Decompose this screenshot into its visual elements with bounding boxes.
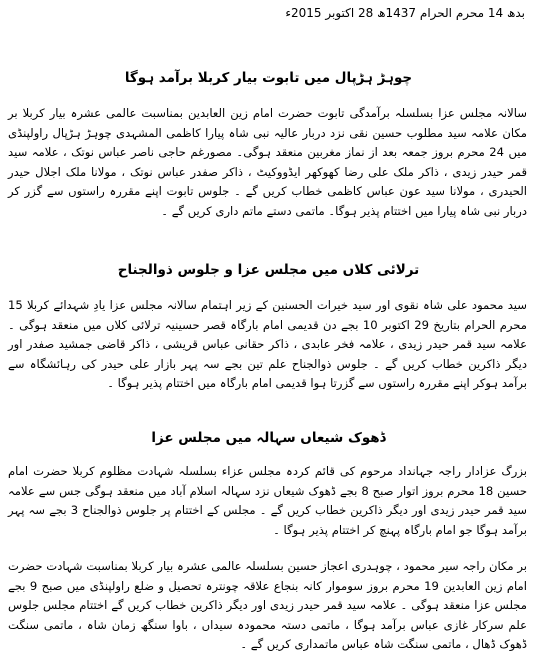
section-1-body: سالانہ مجلس عزا بسلسلہ برآمدگی تابوت حضرت امام زین العابدین بمناسبت عالمی عشرہ بیار کربلا بر مکان علامہ سید مطلوب حسین نقی نزد دربار عالیہ نبی شاہ پیارا کاظمی المشہدی چوہڑ ہڑپال راولپنڈی میں 24 محرم بروز جمعہ بعد از نماز مغربین منعقد ہوگی۔ مصورغم حاجی ناصر عباس نوتک ، علامہ سید قمر حیدر زیدی ، ذاکر ملک علی رضا کھوکھر ایڈووکیٹ ، ذاکر صفدر عباس نوتک ، مولانا ملک اجلال حیدر الحیدری ، مولانا سید عون عباس کاظمی خطاب کریں گے ۔ جلوس تابوت اپنے مقررہ راستوں سے گزر کر دربار نبی شاہ پیارا میں اختتام پذیر ہوگا۔ ماتمی دستے ماتم داری کریں گے ۔ [8,106,527,218]
section-2-body: سید محمود علی شاہ نقوی اور سید خیرات الحسنین کے زیر اہتمام سالانہ مجلس عزا یادِ شہدائے کربلا 15 محرم الحرام بتاریخ 29 اکتوبر 10 بجے دن قدیمی امام بارگاہ قصر حسینیہ ترلائی کلاں میں منعقد ہوگی ۔ علامہ سید قمر حیدر زیدی ، علامہ فخر عابدی ، ذاکر حقانی عباس قریشی ، ذاکر قاضی جمشید صفدر اور دیگر ذاکرین خطاب کریں گے ۔ جلوس ذوالجناح علم تین بجے سہ پہر بازار علی حیدر کی رہائشگاہ سے برآمد ہوکر اپنے مقررہ راستوں سے گزرتا ہوا قدیمی امام بارگاہ میں اختتام پذیر ہوگا ۔ [8,298,527,390]
section-1-heading: چوہڑ ہڑپال میں تابوت بیار کربلا برآمد ہوگا [124,70,413,86]
section-3-body: بزرگ عزادار راجہ جہانداد مرحوم کی قائم کردہ مجلس عزاء بسلسلہ شہادت مظلوم کربلا حضرت امام حسین 18 محرم بروز اتوار صبح 8 بجے ڈھوک شیعاں نزد سہالہ اسلام آباد میں منعقد ہوگی جس سے علامہ سید قمر حیدر زیدی اور دیگر ذاکرین خطاب کریں گے ۔ مجلس کے اختتام پر جلوس ذوالجناح 3 بجے سہ پہر برآمد ہوگا جو امام بارگاہ پہنچ کر اختتام پذیر ہوگا ۔ [8,464,528,537]
date-line: بدھ 14 محرم الحرام 1437ھ 28 اکتوبر 2015ء [285,6,525,20]
section-4-body: بر مکان راجہ سیر محمود ، چوہدری اعجاز حسین بسلسلہ عالمی عشرہ بیار کربلا بمناسبت شہادت حضرت امام زین العابدین 19 محرم بروز سوموار کانہ بنجاع علاقہ چونترہ تحصیل و ضلع راولپنڈی میں صبح 9 بجے مجلس عزا منعقد ہوگی ۔ علامہ سید قمر حیدر زیدی اور دیگر ذاکرین خطاب کریں گے اختتام مجلس جلوس علم سرکار غازی عباس برآمد ہوگا ، ماتمی دستہ محمودہ سیداں ، باوا سنگھ زمان شاہ ، ماتمی سنگت ڈھوک ڈھال ، ماتمی سنگت شاہ عباس ماتمداری کریں گے ۔ [8,559,527,651]
section-2-heading: ترلائی کلاں میں مجلس عزا و جلوس ذوالجناح [117,262,420,278]
section-3-heading: ڈھوک شیعاں سہالہ میں مجلس عزا [151,430,386,446]
